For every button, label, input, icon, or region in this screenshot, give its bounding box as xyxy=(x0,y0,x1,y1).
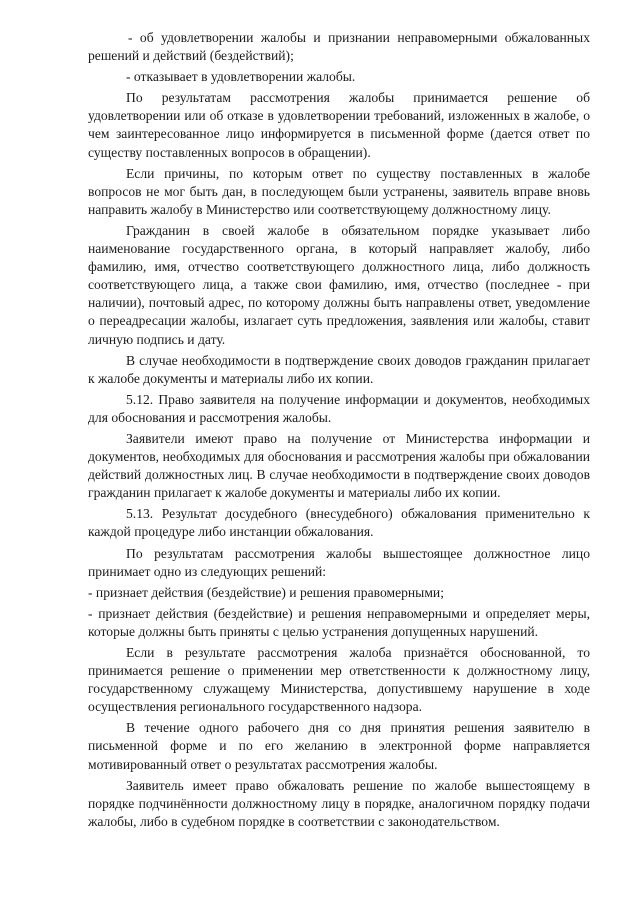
paragraph-satisfaction-decision: - об удовлетворении жалобы и признании неправомерными обжалованных решений и действий (бездействий); xyxy=(88,30,590,64)
paragraph-lawful-decision: - признает действия (бездействие) и решения правомерными; xyxy=(88,584,444,600)
paragraph-refusal-decision: - отказывает в удовлетворении жалобы. xyxy=(126,69,356,85)
paragraph-appeal-right: Заявитель имеет право обжаловать решение по жалобе вышестоящему в порядке подчинённости должностному лицу в порядке, аналогичном порядку подачи жалобы, либо в судебном порядке в соответствии с законодательством. xyxy=(88,777,590,829)
paragraph-superior-decisions: По результатам рассмотрения жалобы вышестоящее должностное лицо принимает одно из следующих решений: xyxy=(88,545,590,579)
document-page xyxy=(88,29,590,834)
section-heading-5-13: 5.13. Результат досудебного (внесудебного) обжалования применительно к каждой процедуре либо инстанции обжалования. xyxy=(88,506,590,540)
paragraph-resubmission: Если причины, по которым ответ по существу поставленных в жалобе вопросов не мог быть дан, в последующем были устранены, заявитель вправе вновь направить жалобу в Министерство или соответствующему должностному лицу. xyxy=(88,165,590,217)
paragraph-information-right: Заявители имеют право на получение от Министерства информации и документов, необходимых для обоснования и рассмотрения жалобы при обжаловании действий должностных лиц. В случае необходимости в подтверждение своих доводов гражданин прилагает к жалобе документы и материалы либо их копии. xyxy=(88,430,590,501)
paragraph-review-result: По результатам рассмотрения жалобы принимается решение об удовлетворении или об отказе в удовлетворении требований, изложенных в жалобе, о чем заинтересованное лицо информируется в письменной форме (дается ответ по существу поставленных вопросов в обращении). xyxy=(88,90,590,160)
paragraph-complaint-requirements: Гражданин в своей жалобе в обязательном порядке указывает либо наименование государственного органа, в который направляет жалобу, либо фамилию, имя, отчество соответствующего должностного лица, либо должность соответствующего лица, а также свои фамилию, имя, отчество (последнее - при наличии), почтовый адрес, по которому должны быть направлены ответ, уведомление о переадресации жалобы, излагает суть предложения, заявления или жалобы, ставит личную подпись и дату. xyxy=(88,222,590,347)
paragraph-responsibility-measures: Если в результате рассмотрения жалоба признаётся обоснованной, то принимается решение о применении мер ответственности к должностному лицу, государственному служащему Министерства, допустившему нарушение в ходе осуществления регионального государственного надзора. xyxy=(88,645,590,715)
paragraph-unlawful-decision: - признает действия (бездействие) и решения неправомерными и определяет меры, которые должны быть приняты с целью устранения допущенных нарушений. xyxy=(88,605,590,639)
paragraph-response-timing: В течение одного рабочего дня со дня принятия решения заявителю в письменной форме и по его желанию в электронной форме направляется мотивированный ответ о результатах рассмотрения жалобы. xyxy=(88,720,590,772)
paragraph-supporting-documents: В случае необходимости в подтверждение своих доводов гражданин прилагает к жалобе документы и материалы либо их копии. xyxy=(88,352,590,386)
section-heading-5-12: 5.12. Право заявителя на получение информации и документов, необходимых для обоснования и рассмотрения жалобы. xyxy=(88,391,590,425)
